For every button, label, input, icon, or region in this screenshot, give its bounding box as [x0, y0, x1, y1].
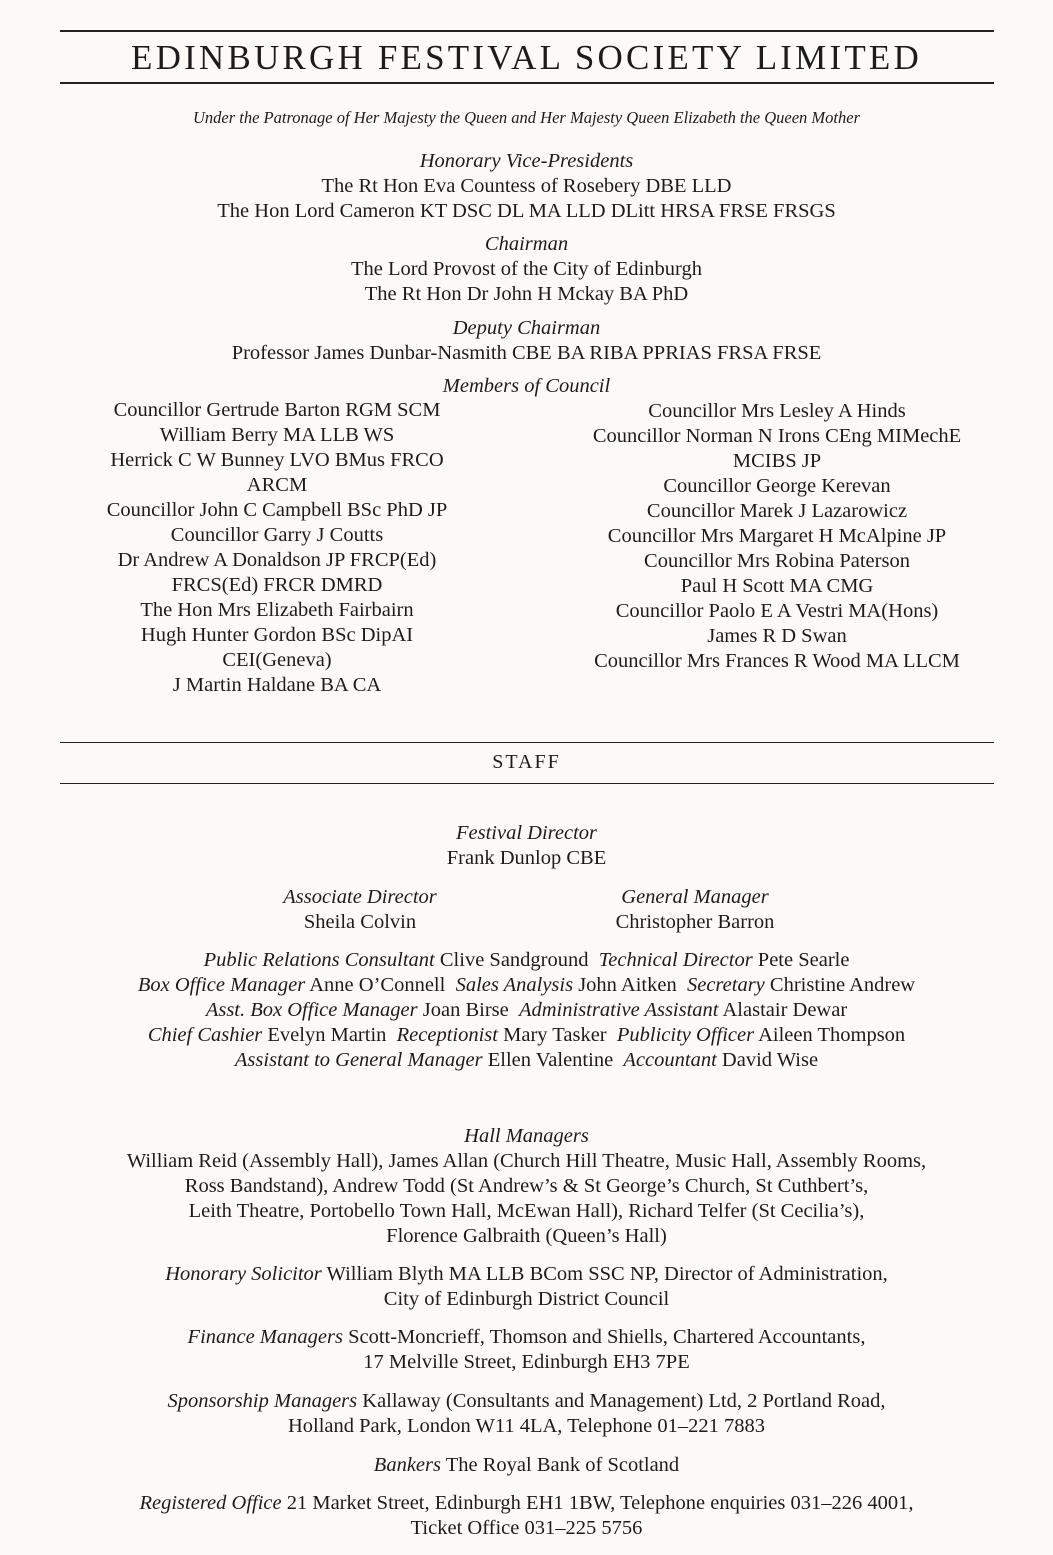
staff-roster-line [0, 948, 1053, 973]
hall-managers-role: Hall Managers [464, 1125, 589, 1147]
bankers-line [0, 1453, 1053, 1478]
hall-managers-line: Ross Bandstand), Andrew Todd (St Andrew’s & St George’s Church, St Cuthbert’s, [184, 1175, 869, 1197]
council-member: Councillor Mrs Robina Paterson [644, 550, 910, 572]
festival-director-role: Festival Director [456, 822, 597, 844]
staff-name: Joan Birse [422, 999, 509, 1021]
council-member: Dr Andrew A Donaldson JP FRCP(Ed) [117, 549, 437, 571]
council-member: Councillor Marek J Lazarowicz [646, 500, 908, 522]
registered-office-role: Registered Office [139, 1492, 282, 1514]
staff-name: Alastair Dewar [722, 999, 848, 1021]
solicitor-line: City of Edinburgh District Council [383, 1288, 670, 1310]
sponsorship-line: Holland Park, London W11 4LA, Telephone 01–221 7883 [287, 1415, 766, 1437]
staff-roster-line [0, 1048, 1053, 1073]
staff-name: Ellen Valentine [487, 1049, 614, 1071]
sponsorship-line [0, 1389, 1053, 1414]
council-member: Councillor John C Campbell BSc PhD JP [106, 499, 448, 521]
solicitor-line [0, 1262, 1053, 1287]
staff-top-rule [60, 742, 994, 743]
council-member: Hugh Hunter Gordon BSc DipAI [140, 624, 414, 646]
staff-role: Technical Director [598, 949, 753, 971]
staff-roster-line [0, 973, 1053, 998]
staff-roster-line [0, 998, 1053, 1023]
sponsorship-text: Kallaway (Consultants and Management) Ltd, 2 Portland Road, [362, 1390, 886, 1412]
staff-name: Aileen Thompson [758, 1024, 906, 1046]
council-member: The Hon Mrs Elizabeth Fairbairn [140, 599, 414, 621]
finance-line [0, 1325, 1053, 1350]
associate-director-name: Sheila Colvin [303, 911, 417, 933]
staff-roster-line [0, 1023, 1053, 1048]
registered-office-text: 21 Market Street, Edinburgh EH1 1BW, Telephone enquiries 031–226 4001, [286, 1492, 914, 1514]
hall-managers-line: William Reid (Assembly Hall), James Allan (Church Hill Theatre, Music Hall, Assembly Rooms, [126, 1150, 927, 1172]
council-member: Councillor Mrs Lesley A Hinds [648, 400, 906, 422]
staff-role: Publicity Officer [616, 1024, 755, 1046]
members-of-council-role: Members of Council [442, 375, 611, 397]
members-right-column [540, 399, 1014, 674]
finance-role: Finance Managers [187, 1326, 343, 1348]
council-member: ARCM [246, 474, 308, 496]
staff-role: Box Office Manager [137, 974, 306, 996]
council-member: J Martin Haldane BA CA [172, 674, 382, 696]
bankers-name: The Royal Bank of Scotland [445, 1454, 680, 1476]
general-manager-role: General Manager [621, 886, 769, 908]
staff-name: Clive Sandground [439, 949, 589, 971]
finance-text: Scott-Moncrieff, Thomson and Shiells, Chartered Accountants, [348, 1326, 866, 1348]
chairman-name: The Rt Hon Dr John H Mckay BA PhD [364, 283, 689, 305]
deputy-chairman-role: Deputy Chairman [452, 317, 601, 339]
associate-director-role: Associate Director [283, 886, 437, 908]
associate-director-block [220, 885, 500, 935]
staff-role: Asst. Box Office Manager [205, 999, 418, 1021]
deputy-chairman-name: Professor James Dunbar-Nasmith CBE BA RIBA PPRIAS FRSA FRSE [231, 342, 822, 364]
bankers-role: Bankers [373, 1454, 441, 1476]
page-title: EDINBURGH FESTIVAL SOCIETY LIMITED [131, 38, 922, 77]
top-rule [60, 30, 994, 32]
staff-name: Pete Searle [757, 949, 850, 971]
council-member: Councillor Garry J Coutts [170, 524, 384, 546]
staff-name: Evelyn Martin [267, 1024, 387, 1046]
solicitor-text: William Blyth MA LLB BCom SSC NP, Director of Administration, [326, 1263, 888, 1285]
council-member: Councillor Mrs Frances R Wood MA LLCM [594, 650, 960, 672]
members-left-column [60, 398, 494, 698]
staff-name: David Wise [721, 1049, 819, 1071]
finance-line: 17 Melville Street, Edinburgh EH3 7PE [363, 1351, 690, 1373]
staff-role: Chief Cashier [147, 1024, 263, 1046]
registered-office-line [0, 1491, 1053, 1516]
staff-role: Accountant [623, 1049, 717, 1071]
chairman-role: Chairman [484, 233, 569, 255]
council-member: Councillor Gertrude Barton RGM SCM [113, 399, 441, 421]
staff-bottom-rule [60, 783, 994, 784]
staff-role: Administrative Assistant [518, 999, 719, 1021]
council-member: Councillor Mrs Margaret H McAlpine JP [607, 525, 947, 547]
staff-role: Public Relations Consultant [203, 949, 435, 971]
registered-office-line: Ticket Office 031–225 5756 [410, 1517, 643, 1539]
council-member: FRCS(Ed) FRCR DMRD [171, 574, 383, 596]
council-member: Councillor George Kerevan [663, 475, 891, 497]
hall-managers-line: Leith Theatre, Portobello Town Hall, McEwan Hall), Richard Telfer (St Cecilia’s), [188, 1200, 865, 1222]
vice-president-name: The Hon Lord Cameron KT DSC DL MA LLD DLitt HRSA FRSE FRSGS [217, 200, 836, 222]
staff-role: Assistant to General Manager [234, 1049, 483, 1071]
council-member: Herrick C W Bunney LVO BMus FRCO [110, 449, 444, 471]
council-member: Councillor Paolo E A Vestri MA(Hons) [615, 600, 939, 622]
title-rule [60, 82, 994, 84]
sponsorship-role: Sponsorship Managers [167, 1390, 358, 1412]
solicitor-role: Honorary Solicitor [165, 1263, 322, 1285]
staff-heading: STAFF [492, 751, 561, 773]
chairman-name: The Lord Provost of the City of Edinburgh [351, 258, 702, 280]
council-member: William Berry MA LLB WS [159, 424, 395, 446]
staff-role: Receptionist [396, 1024, 498, 1046]
staff-name: Anne O’Connell [309, 974, 446, 996]
staff-name: Christine Andrew [769, 974, 916, 996]
general-manager-name: Christopher Barron [615, 911, 775, 933]
festival-director-name: Frank Dunlop CBE [446, 847, 607, 869]
staff-name: John Aitken [578, 974, 677, 996]
council-member: MCIBS JP [732, 450, 822, 472]
council-member: Councillor Norman N Irons CEng MIMechE [592, 425, 962, 447]
council-member: CEI(Geneva) [222, 649, 332, 671]
staff-name: Mary Tasker [503, 1024, 607, 1046]
council-member: James R D Swan [707, 625, 847, 647]
staff-role: Secretary [686, 974, 765, 996]
patronage-line: Under the Patronage of Her Majesty the Queen and Her Majesty Queen Elizabeth the Queen Mother [192, 108, 860, 127]
general-manager-block [555, 885, 835, 935]
council-member: Paul H Scott MA CMG [680, 575, 874, 597]
vice-president-name: The Rt Hon Eva Countess of Rosebery DBE LLD [321, 175, 732, 197]
vice-presidents-role: Honorary Vice-Presidents [419, 150, 634, 172]
hall-managers-line: Florence Galbraith (Queen’s Hall) [386, 1225, 667, 1247]
staff-role: Sales Analysis [455, 974, 574, 996]
